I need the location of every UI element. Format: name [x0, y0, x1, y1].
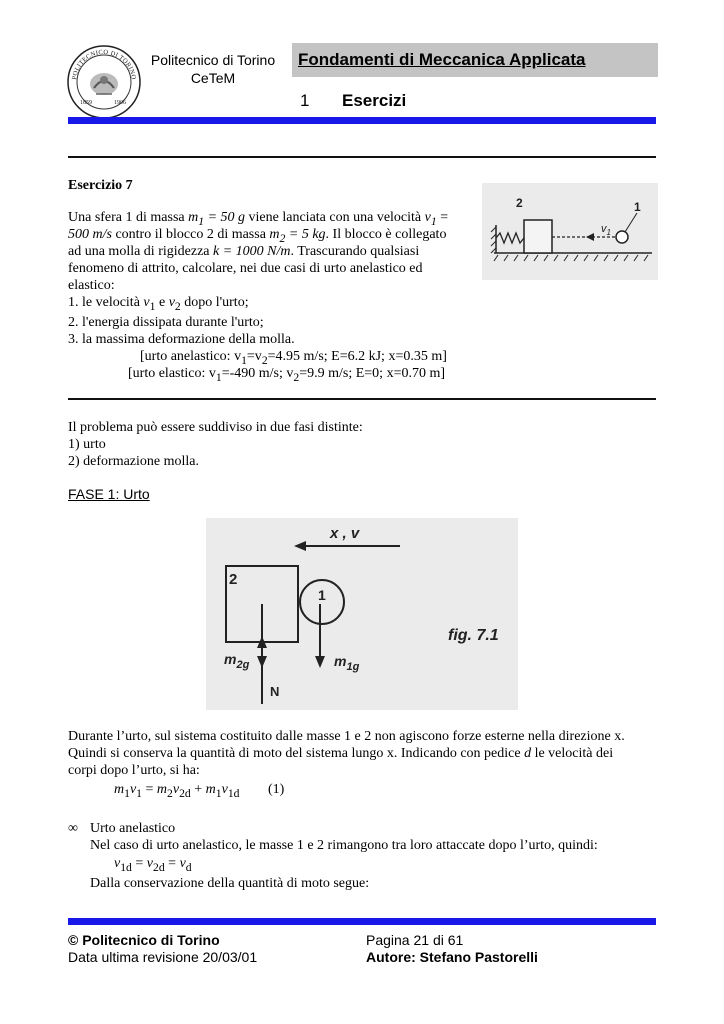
- statement-line-3: ad una molla di rigidezza k = 1000 N/m. Trascurando qualsiasi: [68, 244, 420, 259]
- chapter-number: 1: [300, 91, 310, 110]
- svg-text:2: 2: [229, 571, 238, 588]
- exercise-figure: [482, 183, 658, 280]
- institution-name: Politecnico di Torino: [150, 52, 276, 68]
- seal-icon: [66, 44, 142, 120]
- figure-7-1: [206, 518, 518, 710]
- course-title-bar: [292, 43, 658, 77]
- paragraph-line-2: Quindi si conserva la quantità di moto del sistema lungo x. Indicando con pedice d le velocità dei: [68, 746, 614, 761]
- footer-author: Autore: Stefano Pastorelli: [366, 949, 538, 965]
- statement-line-1: Una sfera 1 di massa $m_1 = 50$ g viene lanciata con una velocità $v_1$ =: [68, 210, 449, 228]
- footer-copyright: © Politecnico di Torino: [68, 932, 220, 948]
- exercise-title: Esercizio 7: [68, 178, 133, 193]
- svg-text:m1g: $m_{1g}$: [334, 653, 360, 673]
- center-name: CeTeM: [190, 70, 236, 86]
- answer-elastic: [urto elastico: $v_1=-490$ m/s; $v_2=9.9$ m/s; E=0; x=0.70 m]: [128, 366, 446, 384]
- svg-text:2: 2: [516, 196, 523, 210]
- phase-2-item: 2) deformazione molla.: [68, 454, 200, 469]
- section-heading: FASE 1: Urto: [68, 486, 150, 502]
- header-rule: [68, 117, 656, 124]
- statement-line-5: elastico:: [68, 278, 115, 293]
- svg-text:1859: 1859: [80, 100, 92, 106]
- bullet-symbol: ∞: [68, 821, 78, 836]
- question-1: 1. le velocità $v_1$ e $v_2$ dopo l'urto;: [68, 295, 249, 313]
- equation-2: $v_{1d} = v_{2d} = v_d$: [114, 856, 192, 874]
- question-3: 3. la massima deformazione della molla.: [68, 332, 295, 347]
- case-title: Urto anelastico: [90, 821, 176, 836]
- equation-1-number: (1): [268, 782, 285, 797]
- svg-text:1: 1: [634, 200, 641, 214]
- paragraph-line-3: corpi dopo l’urto, si ha:: [68, 763, 200, 778]
- svg-text:N: N: [270, 684, 280, 699]
- svg-text:fig. 7.1: fig. 7.1: [448, 627, 499, 644]
- exercise-top-rule: [68, 156, 656, 158]
- exercise-bottom-rule: [68, 398, 656, 400]
- svg-text:1: 1: [318, 587, 326, 603]
- question-2: 2. l'energia dissipata durante l'urto;: [68, 315, 264, 330]
- svg-text:1906: 1906: [114, 100, 126, 106]
- svg-text:x , v: x , v: [330, 525, 360, 542]
- intro-text: Il problema può essere suddiviso in due fasi distinte:: [68, 420, 363, 435]
- svg-text:m2g: $m_{2g}$: [224, 651, 250, 671]
- equation-1: $m_1v_1 = m_2v_{2d} + m_1v_{1d}$: [114, 782, 240, 800]
- case-text: Nel caso di urto anelastico, le masse 1 e 2 rimangono tra loro attaccate dopo l’urto, quindi:: [90, 838, 598, 853]
- statement-line-4: fenomeno di attrito, calcolare, nei due casi di urto anelastico ed: [68, 261, 423, 276]
- phase-1-item: 1) urto: [68, 437, 106, 452]
- svg-text:v1: $v_1$: [601, 223, 611, 237]
- statement-line-2: 500 m/s contro il blocco 2 di massa $m_2 = 5$ kg. Il blocco è collegato: [68, 227, 447, 245]
- conclusion-text: Dalla conservazione della quantità di moto segue:: [90, 876, 370, 891]
- paragraph-line-1: Durante l’urto, sul sistema costituito dalle masse 1 e 2 non agiscono forze esterne nella direzione x.: [68, 729, 625, 744]
- answer-anelastic: [urto anelastico: $v_1=v_2=4.95$ m/s; E=6.2 kJ; x=0.35 m]: [140, 349, 447, 367]
- chapter-title: Esercizi: [342, 91, 407, 110]
- svg-text:POLITECNICO DI TORINO: POLITECNICO DI TORINO: [71, 48, 137, 81]
- footer-revision: Data ultima revisione 20/03/01: [68, 949, 258, 965]
- logo-seal: [66, 44, 142, 120]
- footer-page: Pagina 21 di 61: [366, 932, 464, 948]
- course-title: Fondamenti di Meccanica Applicata: [298, 50, 586, 69]
- footer-rule: [68, 918, 656, 925]
